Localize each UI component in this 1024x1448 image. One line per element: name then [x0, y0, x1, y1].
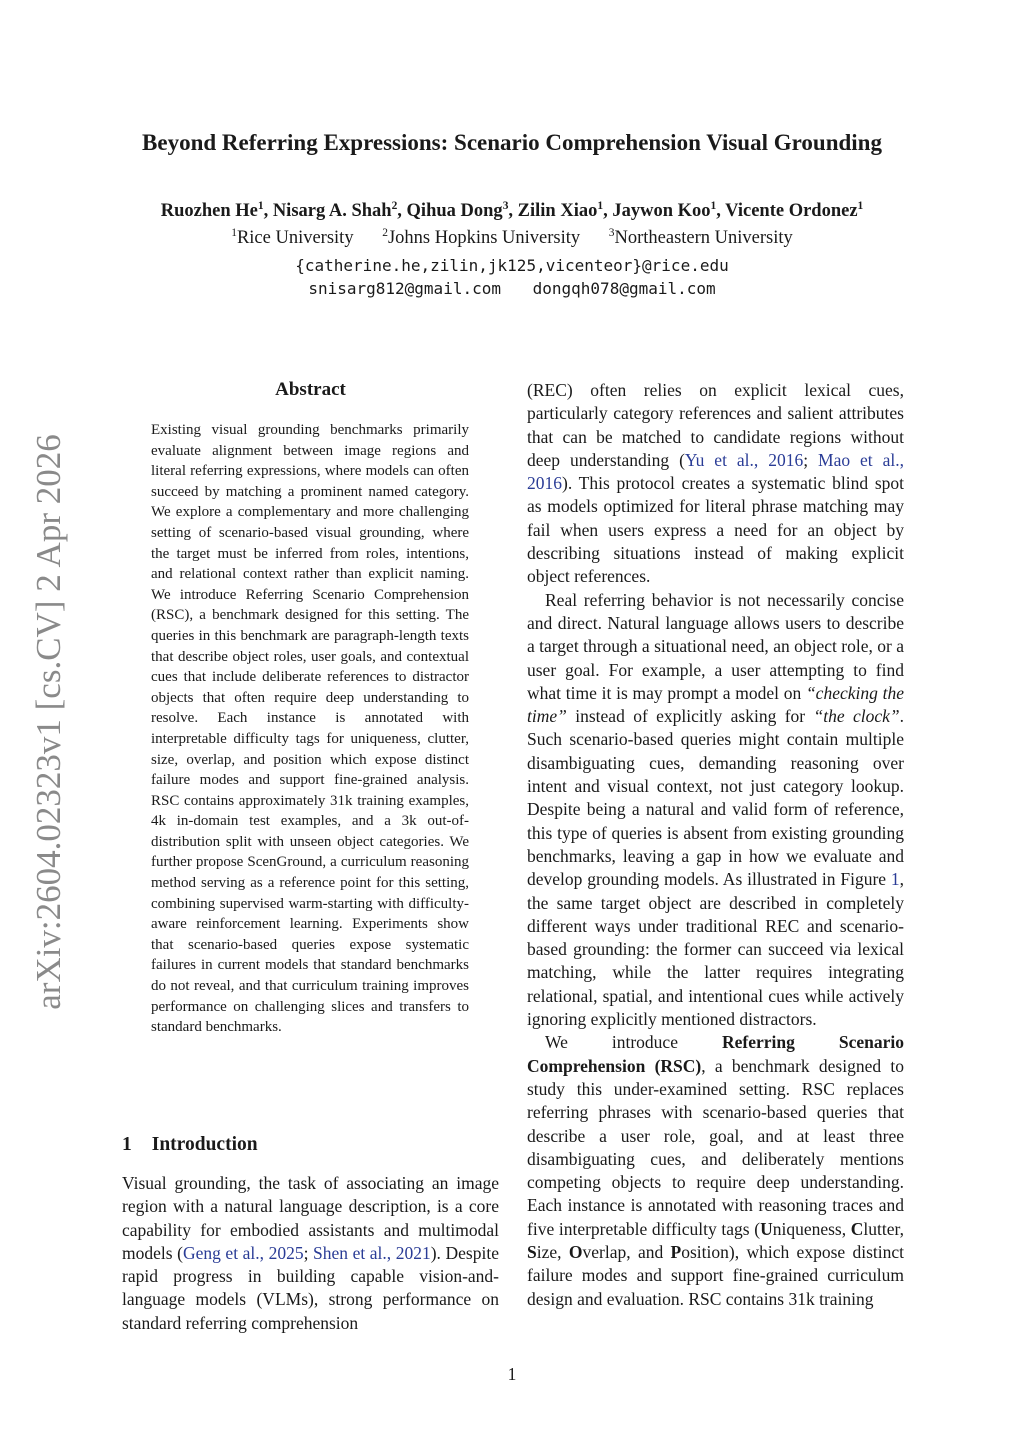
citation-link[interactable]: Yu et al., 2016 [684, 449, 804, 470]
affiliation: $^3$Northeastern University [608, 226, 793, 248]
intro-paragraph: We introduce Referring Scenario Comprehension (RSC), a benchmark designed to study this under-examined setting. RSC replaces referring phrases with scenario-based queries that describe a user role, goal, and at least three disambiguating cues, and deliberately mentions competing objects to require deep understanding. Each instance is annotated with reasoning traces and five interpretable difficulty tags (Uniqueness, Clutter, Size, Overlap, and Position), which expose distinct failure modes and support fine-grained curriculum design and evaluation. RSC contains 31k training [527, 1032, 905, 1309]
arxiv-identifier: arXiv:2604.02323v1 [cs.CV] 2 Apr 2026 [29, 434, 68, 1010]
email: snisarg812@gmail.com [308, 279, 501, 298]
affiliations [0, 228, 1024, 249]
author: Jaywon Koo$^1$ [612, 199, 717, 221]
email: dongqh078@gmail.com [532, 279, 716, 298]
citation-link[interactable]: Shen et al., 2021 [313, 1242, 431, 1263]
difficulty-tag: Size [527, 1241, 558, 1262]
difficulty-tag: Clutter [850, 1218, 900, 1239]
section-number: 1 [122, 1134, 132, 1155]
section-title: Introduction [151, 1134, 258, 1155]
figure-link[interactable]: 1 [890, 869, 900, 890]
author: Ruozhen He$^1$ [160, 199, 264, 221]
author: Qihua Dong$^3$ [406, 199, 509, 221]
section-heading [122, 1134, 258, 1156]
intro-paragraph: Visual grounding, the task of associating an image region with a natural language description, is a core capability for embodied assistants and multimodal models (Geng et al., 2025; Shen et al., 2021). Despite rapid progress in building capable vision-and-language models (VLMs), strong performance on standard referring comprehension [122, 1173, 499, 1333]
abstract-heading: Abstract [275, 379, 346, 400]
difficulty-tag: Position [670, 1241, 729, 1262]
page-number: 1 [507, 1364, 517, 1384]
email-line: {catherine.he,zilin,jk125,vicenteor}@rice.edu [295, 256, 729, 275]
author: Vicente Ordonez$^1$ [725, 199, 864, 221]
difficulty-tag: Uniqueness [760, 1218, 842, 1239]
email-line [0, 279, 1024, 298]
author: Nisarg A. Shah$^2$ [272, 199, 398, 221]
author: Zilin Xiao$^1$ [517, 199, 604, 221]
author-list: Ruozhen He$^1$, Nisarg A. Shah$^2$, Qihua Dong$^3$, Zilin Xiao$^1$, Jaywon Koo$^1$, Vicente Ordonez$^1$ [160, 199, 864, 221]
intro-paragraph: Real referring behavior is not necessarily concise and direct. Natural language allows users to describe a target through a situational need, an object role, or a user goal. For example, a user attempting to find what time it is may prompt a model on “checking the time” instead of explicitly asking for “the clock”. Such scenario-based queries might contain multiple disambiguating cues, demanding reasoning over intent and visual context, not just category lookup. Despite being a natural and valid form of reference, this type of queries is absent from existing grounding benchmarks, leaving a gap in how we evaluate and develop grounding models. As illustrated in Figure 1, the same target object are described in completely different ways under traditional REC and scenario-based grounding: the former can succeed via lexical matching, while the latter requires integrating relational, spatial, and intentional cues while actively ignoring explicitly mentioned distractors. [527, 589, 904, 1030]
affiliation: $^2$Johns Hopkins University [382, 226, 581, 248]
affiliation: $^1$Rice University [231, 226, 354, 248]
difficulty-tag: Overlap [568, 1241, 627, 1262]
right-column [527, 379, 904, 1311]
citation-link[interactable]: Mao et al., 2016 [527, 449, 904, 494]
intro-paragraph: (REC) often relies on explicit lexical cues, particularly category references and salient attributes that can be matched to candidate regions without deep understanding (Yu et al., 2016; Mao et al., 2016). This protocol creates a systematic blind spot as models optimized for literal phrase matching may fail when users express a need for an object by describing situations instead of making explicit object references. [527, 380, 904, 587]
paper-title: Beyond Referring Expressions: Scenario Comprehension Visual Grounding [142, 130, 882, 155]
abstract-body: Existing visual grounding benchmarks primarily evaluate alignment between image regions and literal referring expressions, where models can often succeed by matching a prominent named category. We explore a complementary and more challenging setting of scenario-based visual grounding, where the target must be inferred from roles, intentions, and relational context rather than explicit naming. We introduce Referring Scenario Comprehension (RSC), a benchmark designed for this setting. The queries in this benchmark are paragraph-length texts that describe object roles, user goals, and contextual cues that include deliberate references to distractor objects that often require deep understanding to resolve. Each instance is annotated with interpretable difficulty tags for uniqueness, clutter, size, overlap, and position which expose distinct failure modes and support fine-grained analysis. RSC contains approximately 31k training examples, 4k in-domain test examples, and a 3k out-of-distribution split with unseen object categories. We further propose ScenGround, a curriculum reasoning method serving as a reference point for this setting, combining supervised warm-starting with difficulty-aware reinforcement learning. Experiments show that scenario-based queries expose systematic failures in current models that standard benchmarks do not reveal, and that curriculum training improves performance on challenging slices and transfers to standard benchmarks. [151, 422, 469, 1036]
citation-link[interactable]: Geng et al., 2025 [182, 1242, 304, 1263]
